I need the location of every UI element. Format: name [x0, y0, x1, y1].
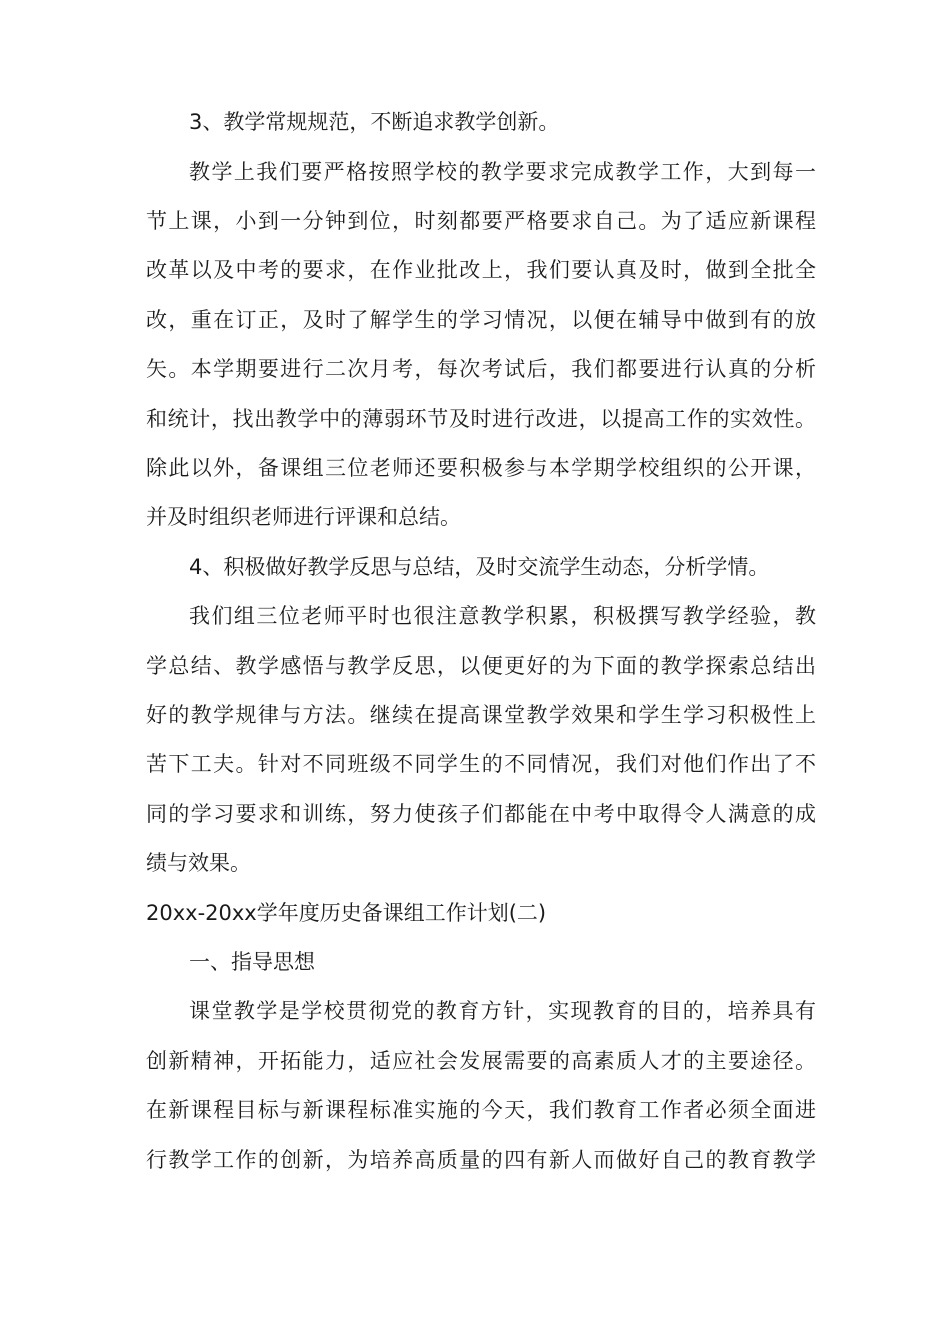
paragraph-line: 矢。本学期要进行二次月考，每次考试后，我们都要进行认真的分析 — [146, 357, 816, 381]
paragraph-line: 在新课程目标与新课程标准实施的今天，我们教育工作者必须全面进 — [146, 1098, 816, 1122]
paragraph-line: 改，重在订正，及时了解学生的学习情况，以便在辅导中做到有的放 — [146, 308, 816, 332]
paragraph-line: 行教学工作的创新，为培养高质量的四有新人而做好自己的教育教学 — [146, 1148, 816, 1172]
paragraph-line: 绩与效果。 — [146, 851, 251, 875]
paragraph-line: 课堂教学是学校贯彻党的教育方针，实现教育的目的，培养具有 — [189, 999, 816, 1023]
paragraph-line: 并及时组织老师进行评课和总结。 — [146, 505, 461, 529]
section-heading-3: 3、教学常规规范，不断追求教学创新。 — [189, 110, 560, 134]
paragraph-line: 苦下工夫。针对不同班级不同学生的不同情况，我们对他们作出了不 — [146, 752, 816, 776]
paragraph-line: 好的教学规律与方法。继续在提高课堂教学效果和学生学习积极性上 — [146, 703, 816, 727]
paragraph-line: 教学上我们要严格按照学校的教学要求完成教学工作，大到每一 — [189, 160, 816, 184]
paragraph-line: 改革以及中考的要求，在作业批改上，我们要认真及时，做到全批全 — [146, 258, 816, 282]
paragraph-line: 除此以外，备课组三位老师还要积极参与本学期学校组织的公开课， — [146, 456, 816, 480]
paragraph-line: 创新精神，开拓能力，适应社会发展需要的高素质人才的主要途径。 — [146, 1049, 816, 1073]
section-heading-1: 一、指导思想 — [189, 950, 315, 974]
paragraph-line: 我们组三位老师平时也很注意教学积累，积极撰写教学经验，教 — [189, 604, 816, 628]
section-heading-4: 4、积极做好教学反思与总结，及时交流学生动态，分析学情。 — [189, 555, 770, 579]
paragraph-line: 节上课，小到一分钟到位，时刻都要严格要求自己。为了适应新课程 — [146, 209, 816, 233]
paragraph-line: 同的学习要求和训练，努力使孩子们都能在中考中取得令人满意的成 — [146, 802, 816, 826]
paragraph-line: 和统计，找出教学中的薄弱环节及时进行改进，以提高工作的实效性。 — [146, 407, 816, 431]
paragraph-line: 学总结、教学感悟与教学反思，以便更好的为下面的教学探索总结出 — [146, 654, 816, 678]
document-title: 20xx-20xx学年度历史备课组工作计划(二) — [146, 901, 547, 925]
